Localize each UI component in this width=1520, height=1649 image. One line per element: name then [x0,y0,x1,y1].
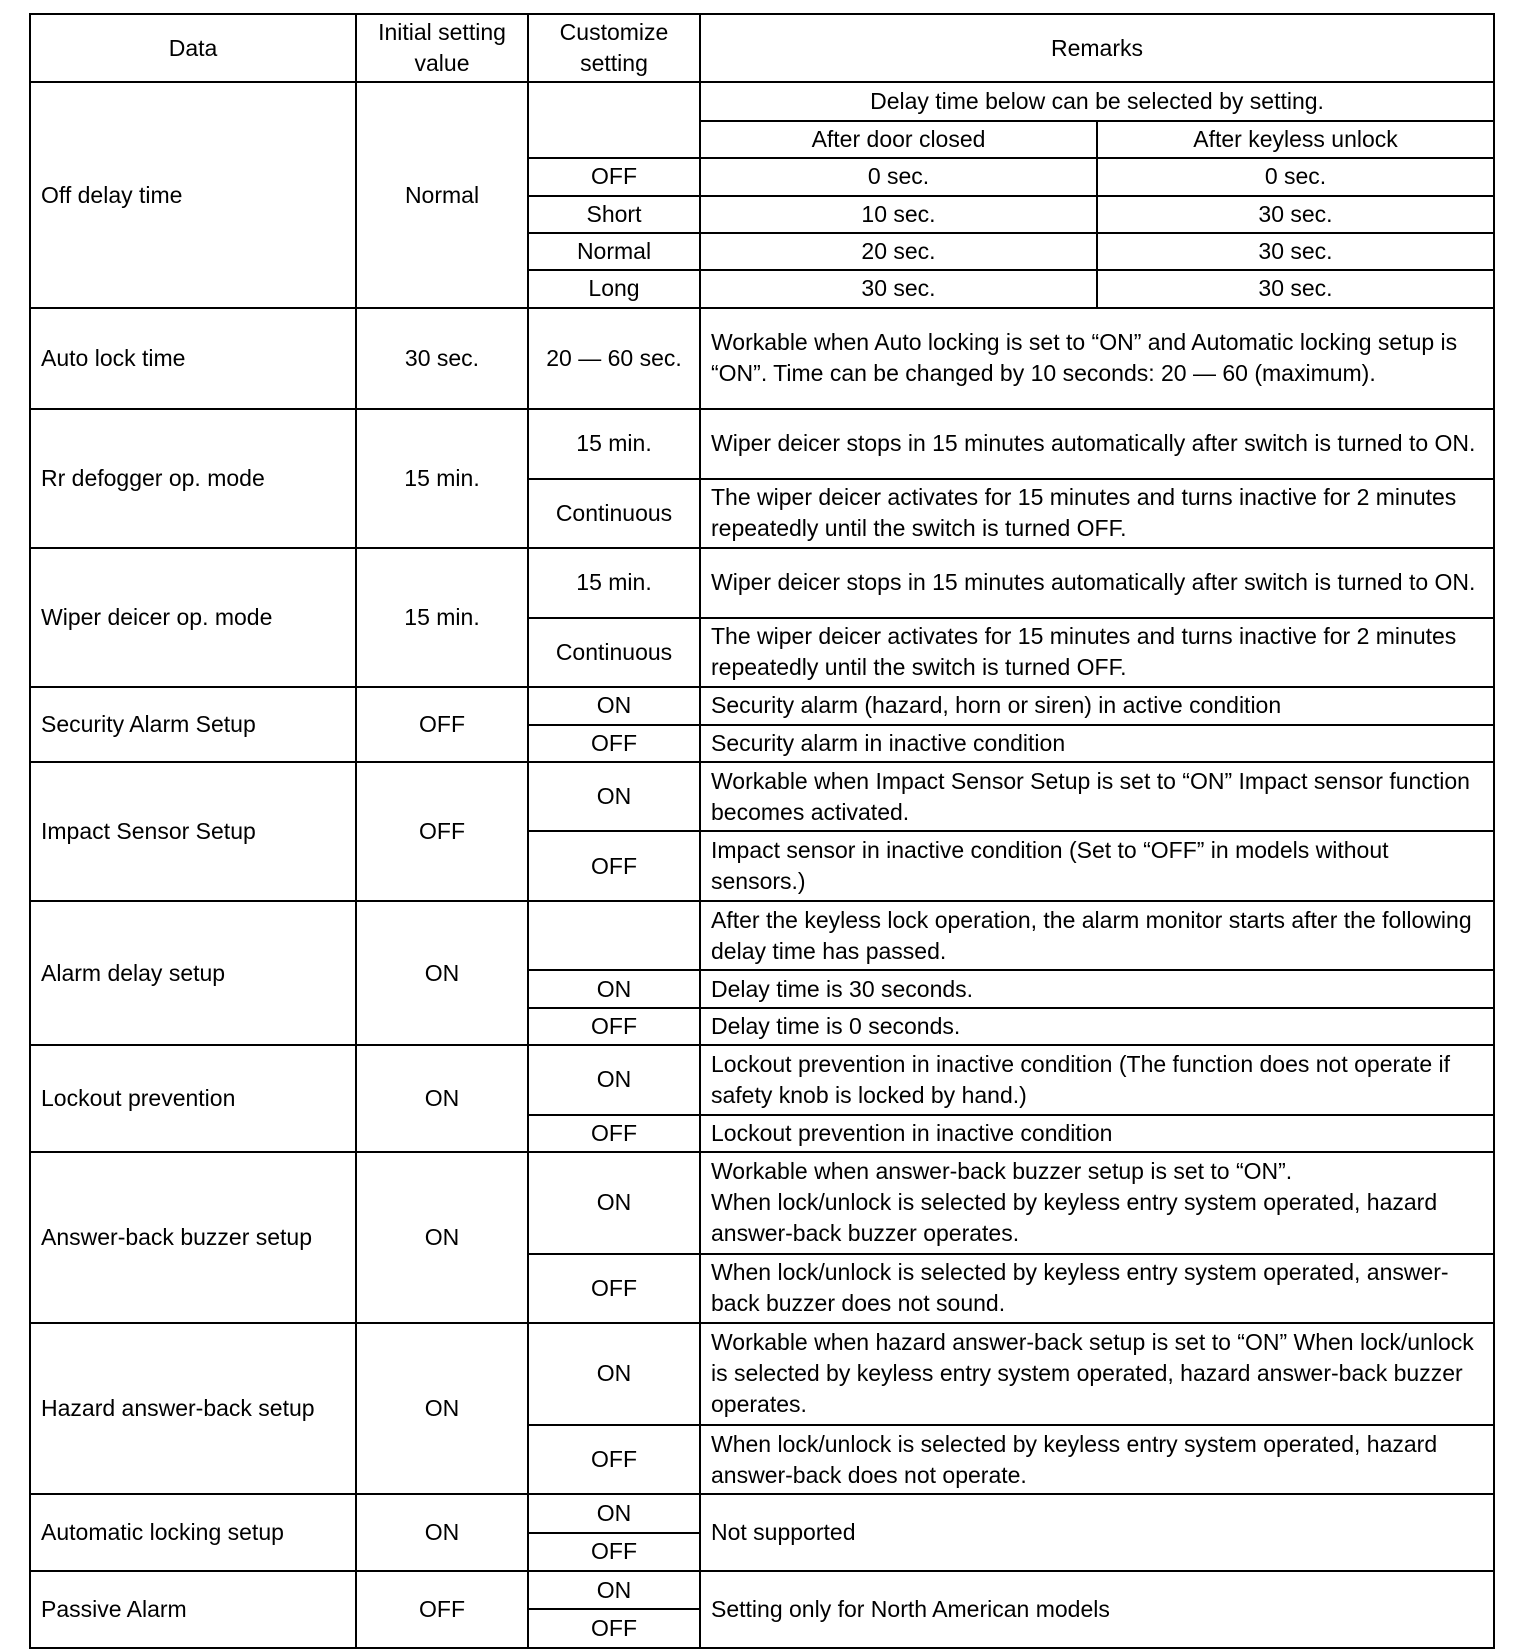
remark-cell: Setting only for North American models [700,1571,1494,1648]
value-cell: 30 sec. [700,270,1097,307]
initial-value-cell: 15 min. [356,548,528,687]
remark-cell: The wiper deicer activates for 15 minutes and turns inactive for 2 minutes repeatedly until the switch is turned OFF. [700,618,1494,688]
setting-cell: OFF [528,1533,700,1571]
value-cell: 0 sec. [1097,158,1494,195]
table-row [30,687,1494,724]
setting-cell: ON [528,1045,700,1115]
setting-cell: Continuous [528,618,700,688]
header-row [30,14,1494,82]
setting-cell: OFF [528,158,700,195]
settings-table [29,13,1495,1649]
initial-value-cell: ON [356,901,528,1045]
data-name-cell: Rr defogger op. mode [30,409,356,548]
remark-cell: Workable when hazard answer-back setup is set to “ON” When lock/unlock is selected by keyless entry system operated, hazard answer-back buzzer operates. [700,1323,1494,1425]
value-cell: 30 sec. [1097,270,1494,307]
remark-cell: Wiper deicer stops in 15 minutes automatically after switch is turned to ON. [700,409,1494,479]
setting-cell: 15 min. [528,409,700,479]
value-cell: 0 sec. [700,158,1097,195]
setting-cell: OFF [528,831,700,901]
table-row [30,901,1494,971]
table-row [30,762,1494,832]
table-row [30,308,1494,410]
table-row [30,1152,1494,1254]
value-cell: 30 sec. [1097,233,1494,270]
initial-value-cell: OFF [356,762,528,901]
initial-value-cell: ON [356,1152,528,1323]
remark-cell: Delay time is 0 seconds. [700,1008,1494,1045]
data-name-cell: Alarm delay setup [30,901,356,1045]
header-customize-line1: Customize [559,19,669,46]
setting-cell: OFF [528,1609,700,1648]
table-row [30,1494,1494,1532]
header-data [30,14,356,82]
table-row [30,409,1494,479]
setting-cell: ON [528,1323,700,1425]
initial-value-cell: ON [356,1045,528,1152]
header-initial-line1: Initial setting [378,19,506,46]
initial-value-cell: ON [356,1323,528,1494]
data-name-cell: Auto lock time [30,308,356,410]
initial-value-cell: 30 sec. [356,308,528,410]
setting-cell: ON [528,687,700,724]
table-row [30,82,1494,120]
remark-cell: Security alarm (hazard, horn or siren) in active condition [700,687,1494,724]
header-customize-line2: setting [580,50,648,77]
data-name-cell: Answer-back buzzer setup [30,1152,356,1323]
initial-value-cell: ON [356,1494,528,1571]
setting-cell: Short [528,196,700,233]
initial-value-cell: OFF [356,1571,528,1648]
value-cell: 10 sec. [700,196,1097,233]
setting-cell: OFF [528,725,700,762]
setting-cell: ON [528,1571,700,1609]
setting-cell: OFF [528,1254,700,1324]
header-remarks [700,14,1494,82]
setting-cell: Long [528,270,700,307]
remark-line: When lock/unlock is selected by keyless entry system operated, hazard answer-back buzzer operates. [711,1189,1438,1247]
setting-cell: 20 — 60 sec. [528,308,700,410]
remark-cell: The wiper deicer activates for 15 minutes and turns inactive for 2 minutes repeatedly until the switch is turned OFF. [700,479,1494,549]
setting-cell: ON [528,970,700,1007]
initial-value-cell: Normal [356,82,528,307]
table-row [30,1045,1494,1115]
data-name-cell: Impact Sensor Setup [30,762,356,901]
subheader-after-door-closed: After door closed [700,121,1097,158]
remark-line: Workable when answer-back buzzer setup is set to “ON”. [711,1158,1293,1185]
data-name-cell: Wiper deicer op. mode [30,548,356,687]
remark-cell: Impact sensor in inactive condition (Set to “OFF” in models without sensors.) [700,831,1494,901]
remark-cell: When lock/unlock is selected by keyless entry system operated, hazard answer-back does not operate. [700,1425,1494,1495]
remark-cell: Delay time below can be selected by setting. [700,82,1494,120]
remark-cell: Security alarm in inactive condition [700,725,1494,762]
remark-cell: After the keyless lock operation, the alarm monitor starts after the following delay time has passed. [700,901,1494,971]
header-remarks-label: Remarks [1051,34,1144,61]
setting-cell: ON [528,762,700,832]
value-cell: 30 sec. [1097,196,1494,233]
remark-cell: Wiper deicer stops in 15 minutes automatically after switch is turned to ON. [700,548,1494,618]
setting-cell: OFF [528,1425,700,1495]
setting-cell-empty [528,901,700,971]
setting-cell: OFF [528,1115,700,1152]
remark-cell: Lockout prevention in inactive condition (The function does not operate if safety knob is locked by hand.) [700,1045,1494,1115]
remark-cell: Workable when Impact Sensor Setup is set to “ON” Impact sensor function becomes activated. [700,762,1494,832]
setting-cell: ON [528,1494,700,1532]
table-row [30,1571,1494,1609]
initial-value-cell: OFF [356,687,528,762]
header-initial [356,14,528,82]
header-customize [528,14,700,82]
remark-cell: Delay time is 30 seconds. [700,970,1494,1007]
data-name-cell: Off delay time [30,82,356,307]
setting-cell: Continuous [528,479,700,549]
setting-cell: 15 min. [528,548,700,618]
remark-cell [700,1152,1494,1254]
remark-cell: Workable when Auto locking is set to “ON” and Automatic locking setup is “ON”. Time can be changed by 10 seconds: 20 — 60 (maximum). [700,308,1494,410]
setting-cell: OFF [528,1008,700,1045]
table-row [30,548,1494,618]
initial-value-cell: 15 min. [356,409,528,548]
setting-cell-empty [528,82,700,158]
data-name-cell: Security Alarm Setup [30,687,356,762]
setting-cell: Normal [528,233,700,270]
data-name-cell: Automatic locking setup [30,1494,356,1571]
remark-cell: Not supported [700,1494,1494,1571]
remark-cell: Lockout prevention in inactive condition [700,1115,1494,1152]
header-initial-line2: value [414,50,470,77]
setting-cell: ON [528,1152,700,1254]
value-cell: 20 sec. [700,233,1097,270]
table-row [30,1323,1494,1425]
header-data-label: Data [168,34,218,61]
data-name-cell: Hazard answer-back setup [30,1323,356,1494]
subheader-after-keyless-unlock: After keyless unlock [1097,121,1494,158]
data-name-cell: Lockout prevention [30,1045,356,1152]
data-name-cell: Passive Alarm [30,1571,356,1648]
remark-cell: When lock/unlock is selected by keyless entry system operated, answer-back buzzer does not sound. [700,1254,1494,1324]
